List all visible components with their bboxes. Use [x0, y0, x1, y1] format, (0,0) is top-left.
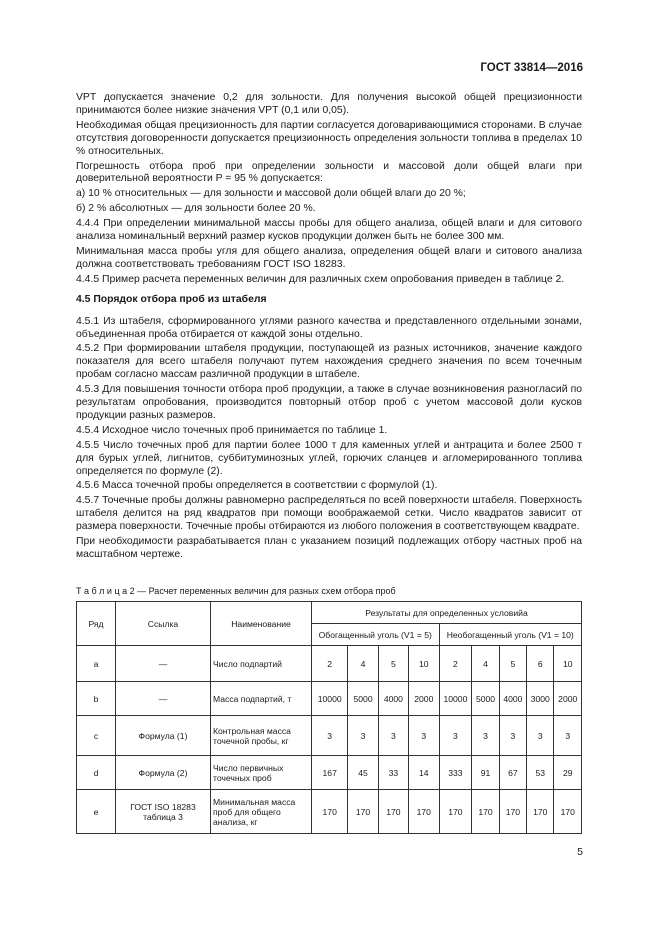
row-id-cell: b: [77, 682, 116, 716]
value-cell: 3: [472, 716, 499, 756]
table-row: [77, 646, 582, 682]
value-cell: 33: [378, 756, 408, 790]
name-cell: Число первичных точечных проб: [211, 756, 312, 790]
header-ref: Ссылка: [116, 602, 211, 646]
reference-cell: Формула (2): [116, 756, 211, 790]
reference-cell: Формула (1): [116, 716, 211, 756]
value-cell: 45: [348, 756, 378, 790]
value-cell: 170: [527, 790, 554, 834]
reference-cell: —: [116, 646, 211, 682]
value-cell: 3: [439, 716, 472, 756]
name-cell: Число подпартий: [211, 646, 312, 682]
value-cell: 2: [439, 646, 472, 682]
table-row: [77, 682, 582, 716]
value-cell: 53: [527, 756, 554, 790]
value-cell: 3: [499, 716, 526, 756]
reference-cell: ГОСТ ISO 18283 таблица 3: [116, 790, 211, 834]
value-cell: 5: [378, 646, 408, 682]
table-caption: Т а б л и ц а 2 — Расчет переменных величин для разных схем отбора проб: [76, 586, 396, 596]
row-id-cell: a: [77, 646, 116, 682]
value-cell: 4: [472, 646, 499, 682]
value-cell: 3: [527, 716, 554, 756]
value-cell: 2: [312, 646, 348, 682]
paragraph: 4.5.2 При формировании штабеля продукции, поступающей из разных источников, значение каждого показателя для всего штабеля получают путем нахождения среднего значения по всем точечным пробам согласно массам различной продукции в штабеле.: [76, 343, 582, 381]
value-cell: 170: [312, 790, 348, 834]
paragraph: 4.5.6 Масса точечной пробы определяется в соответствии с формулой (1).: [76, 480, 438, 492]
table-row: [77, 716, 582, 756]
value-cell: 10000: [312, 682, 348, 716]
value-cell: 5000: [348, 682, 378, 716]
value-cell: 14: [409, 756, 439, 790]
paragraph: 4.5.3 Для повышения точности отбора проб продукции, а также в случае возникновения разногласий по результатам опробования, производится повторный отбор проб с учетом массовой доли кусков продукции разных размеров.: [76, 384, 582, 421]
reference-cell: —: [116, 682, 211, 716]
paragraph: а) 10 % относительных — для зольности и массовой доли общей влаги до 20 %;: [76, 188, 466, 200]
value-cell: 4: [348, 646, 378, 682]
paragraph: 4.5.4 Исходное число точечных проб принимается по таблице 1.: [76, 424, 388, 436]
results-table: [76, 601, 582, 834]
header-results: Результаты для определенных условийa: [312, 602, 582, 624]
value-cell: 170: [348, 790, 378, 834]
value-cell: 3: [312, 716, 348, 756]
value-cell: 3: [378, 716, 408, 756]
value-cell: 2000: [554, 682, 582, 716]
table-row: [77, 790, 582, 834]
page-body: [76, 92, 582, 564]
document-header: ГОСТ 33814—2016: [480, 62, 583, 74]
paragraph: 4.4.4 При определении минимальной массы пробы для общего анализа, общей влаги и для ситового анализа номинальный верхний размер кусков продукции должен быть не более 300 мм.: [76, 218, 582, 243]
paragraph: Необходимая общая прецизионность для партии согласуется договаривающимися сторонами. В случае отсутствия договоренности допускается прецизионность определения зольности топлива в пределах 10 % относительных.: [76, 119, 583, 157]
row-id-cell: d: [77, 756, 116, 790]
page-number: 5: [577, 846, 583, 858]
header-nonenriched: Необогащенный уголь (V1 = 10): [439, 624, 582, 646]
value-cell: 10: [554, 646, 582, 682]
paragraph: Погрешность отбора проб при определении зольности и массовой доли общей влаги при доверительной вероятности P = 95 % допускается:: [76, 160, 582, 185]
value-cell: 170: [409, 790, 439, 834]
value-cell: 170: [378, 790, 408, 834]
paragraph: VPT допускается значение 0,2 для зольности. Для получения высокой общей прецизионности принимаются более низкие значения VPT (0,1 или 0,05).: [76, 92, 582, 116]
value-cell: 3: [409, 716, 439, 756]
header-enriched: Обогащенный уголь (V1 = 5): [312, 624, 440, 646]
row-id-cell: e: [77, 790, 116, 834]
value-cell: 6: [527, 646, 554, 682]
value-cell: 170: [554, 790, 582, 834]
value-cell: 4000: [378, 682, 408, 716]
value-cell: 10: [409, 646, 439, 682]
paragraph: 4.4.5 Пример расчета переменных величин для различных схем опробования приведен в таблице 2.: [76, 273, 565, 285]
value-cell: 4000: [499, 682, 526, 716]
value-cell: 167: [312, 756, 348, 790]
value-cell: 10000: [439, 682, 472, 716]
value-cell: 5000: [472, 682, 499, 716]
value-cell: 3: [348, 716, 378, 756]
table-row: [77, 756, 582, 790]
paragraph: 4.5.1 Из штабеля, сформированного углями разного качества и представленного отдельными зонами, объединенная проба отбирается от каждой зоны отдельно.: [76, 315, 582, 340]
value-cell: 170: [499, 790, 526, 834]
name-cell: Контрольная масса точечной пробы, кг: [211, 716, 312, 756]
name-cell: Минимальная масса проб для общего анализа, кг: [211, 790, 312, 834]
name-cell: Масса подпартий, т: [211, 682, 312, 716]
section-title: 4.5 Порядок отбора проб из штабеля: [76, 293, 267, 305]
value-cell: 170: [472, 790, 499, 834]
value-cell: 170: [439, 790, 472, 834]
value-cell: 2000: [409, 682, 439, 716]
paragraph: 4.5.5 Число точечных проб для партии более 1000 т для каменных углей и антрацита и более 2500 т для бурых углей, лигнитов, суббитуминозных углей, горючих сланцев и агломерированного топлива определяется по формуле (2).: [76, 439, 582, 477]
value-cell: 3: [554, 716, 582, 756]
value-cell: 91: [472, 756, 499, 790]
header-name: Наименование: [211, 602, 312, 646]
row-id-cell: c: [77, 716, 116, 756]
value-cell: 29: [554, 756, 582, 790]
paragraph: б) 2 % абсолютных — для зольности более 20 %.: [76, 203, 316, 215]
value-cell: 3000: [527, 682, 554, 716]
value-cell: 5: [499, 646, 526, 682]
paragraph: Минимальная масса пробы угля для общего анализа, определения общей влаги и ситового анализа должна соответствовать требованиям ГОСТ ISO 18283.: [76, 245, 582, 270]
header-row: Ряд: [77, 602, 116, 646]
paragraph: При необходимости разрабатывается план с указанием позиций подлежащих отбору частных проб на масштабном чертеже.: [76, 536, 582, 560]
value-cell: 333: [439, 756, 472, 790]
paragraph: 4.5.7 Точечные пробы должны равномерно распределяться по всей поверхности штабеля. Поверхность штабеля делится на ряд квадратов при помощи воображаемой сетки. Число квадратов зависит от размера поверхности. Точечные пробы отбираются из любого положения в соответствующем квадрате.: [76, 495, 582, 533]
value-cell: 67: [499, 756, 526, 790]
